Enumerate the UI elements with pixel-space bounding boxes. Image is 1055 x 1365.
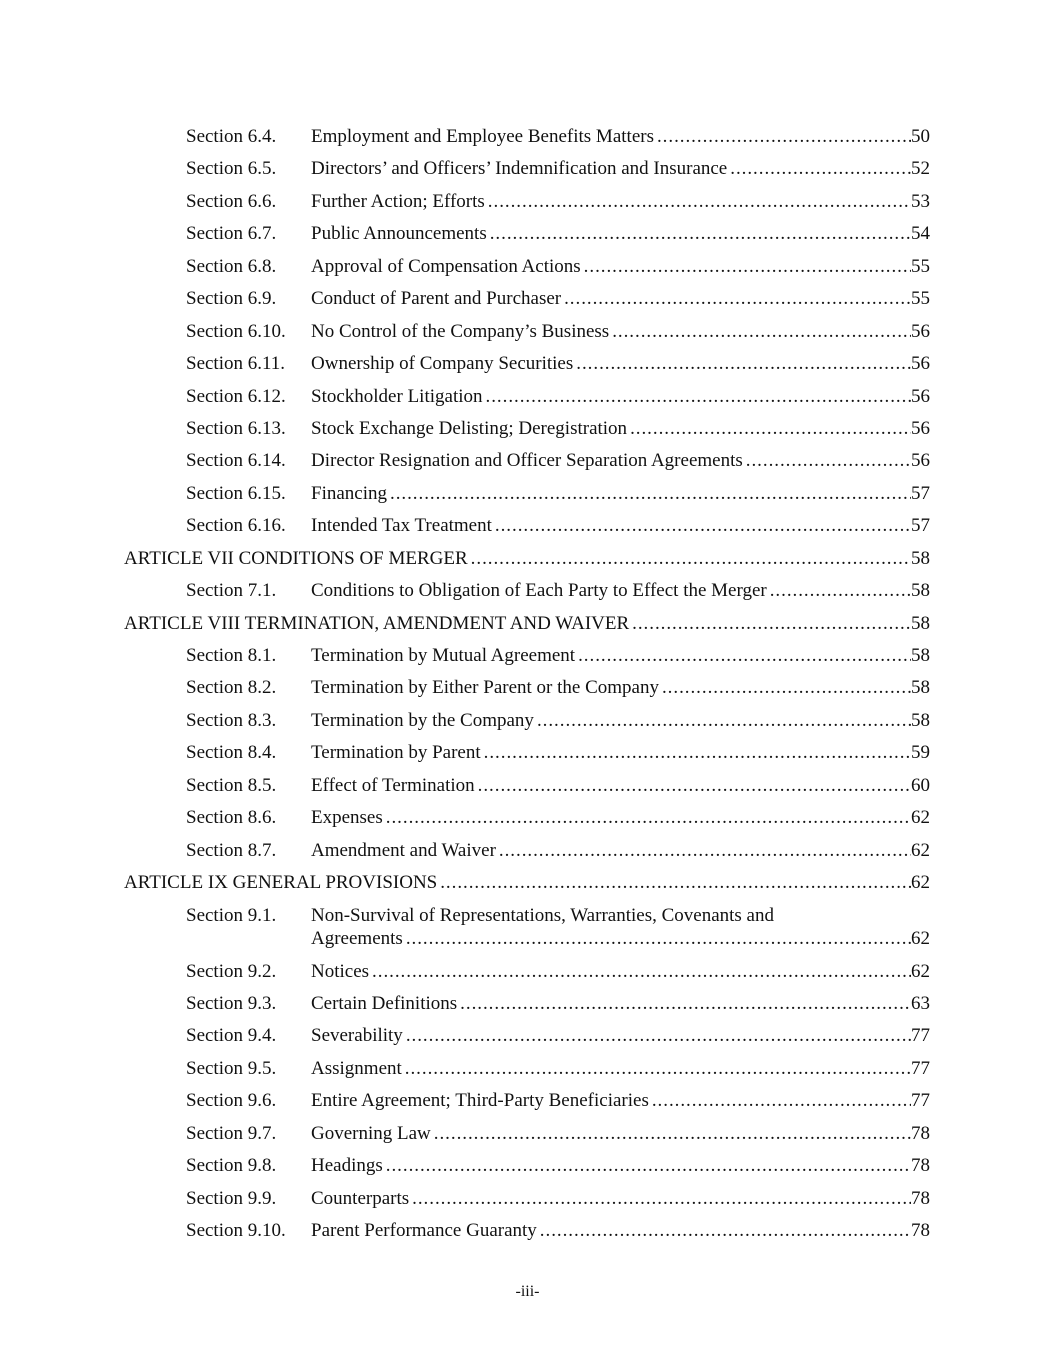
toc-entry-title: Severability [311, 1025, 403, 1047]
toc-section-number: Section 9.2. [186, 960, 277, 982]
toc-article-entry [0, 867, 1055, 899]
dot-leader [629, 608, 911, 640]
dot-leader [767, 575, 911, 607]
toc-section-entry [0, 672, 1055, 704]
toc-entry-title: ARTICLE IX GENERAL PROVISIONS [124, 872, 438, 894]
toc-section-number: Section 9.10. [186, 1220, 286, 1241]
toc-section-entry [0, 1150, 1055, 1182]
toc-entry-line [311, 575, 930, 607]
dot-leader [403, 1020, 911, 1052]
toc-entry-title: ARTICLE VII CONDITIONS OF MERGER [124, 547, 468, 569]
toc-entry-title: Public Announcements [311, 223, 487, 245]
dot-leader [659, 672, 911, 704]
toc-section-entry [0, 705, 1055, 737]
toc-entry-line [124, 867, 930, 899]
toc-page-number: 58 [911, 709, 930, 731]
toc-page-number: 52 [911, 158, 930, 180]
toc-page-number: 62 [911, 807, 930, 829]
toc-page-number: 59 [911, 742, 930, 764]
toc-page-number: 78 [911, 1122, 930, 1144]
toc-entry-line [311, 1150, 930, 1182]
toc-page-number: 78 [911, 1220, 930, 1241]
toc-section-entry [0, 640, 1055, 672]
toc-entry-title: Parent Performance Guaranty [311, 1220, 537, 1241]
dot-leader [743, 445, 911, 477]
toc-page-number: 57 [911, 482, 930, 504]
toc-page-number: 77 [911, 1057, 930, 1079]
toc-entry-line [311, 478, 930, 510]
toc-page-number: 55 [911, 255, 930, 277]
toc-section-number: Section 9.5. [186, 1057, 277, 1079]
dot-leader [475, 770, 911, 802]
toc-section-entry [0, 445, 1055, 477]
toc-entry-line [311, 1085, 930, 1117]
dot-leader [649, 1085, 911, 1117]
toc-page-number: 56 [911, 450, 930, 472]
toc-section-number: Section 6.15. [186, 482, 286, 504]
toc-section-entry [0, 381, 1055, 413]
toc-page-number: 58 [911, 547, 930, 569]
toc-page-number: 62 [911, 839, 930, 861]
toc-entry-title: Termination by Mutual Agreement [311, 645, 576, 666]
toc-page-number: 58 [911, 612, 930, 634]
dot-leader [581, 251, 911, 283]
toc-entry-title: Stockholder Litigation [311, 385, 483, 407]
toc-entry-title: Termination by Either Parent or the Company [311, 677, 659, 699]
toc-section-number: Section 6.10. [186, 320, 286, 342]
toc-section-entry [0, 316, 1055, 348]
toc-section-entry [0, 770, 1055, 802]
dot-leader [727, 153, 911, 185]
toc-page-number: 54 [911, 223, 930, 245]
toc-section-entry [0, 413, 1055, 445]
toc-section-number: Section 9.3. [186, 992, 277, 1014]
toc-entry-title: ARTICLE VIII TERMINATION, AMENDMENT AND WAIVER [124, 612, 630, 634]
toc-entry-line [311, 737, 930, 769]
dot-leader [654, 121, 911, 153]
toc-entry-line [311, 413, 930, 445]
toc-entry-line [311, 218, 930, 250]
toc-entry-title: Stock Exchange Delisting; Deregistration [311, 417, 628, 439]
toc-page-number: 56 [911, 353, 930, 375]
toc-section-number: Section 6.12. [186, 385, 286, 407]
toc-page-number: 77 [911, 1025, 930, 1047]
toc-page-number: 62 [911, 872, 930, 894]
toc-entry-title: Certain Definitions [311, 992, 458, 1014]
toc-entry-line [311, 835, 930, 867]
toc-section-entry [0, 575, 1055, 607]
toc-section-entry [0, 1215, 1055, 1247]
toc-section-number: Section 7.1. [186, 580, 277, 602]
toc-section-entry [0, 956, 1055, 988]
toc-entry-line [311, 923, 930, 955]
toc-page-number: 56 [911, 320, 930, 342]
toc-section-number: Section 9.9. [186, 1187, 277, 1209]
toc-section-entry [0, 348, 1055, 380]
toc-section-number: Section 8.5. [186, 774, 277, 796]
toc-page-number: 63 [911, 992, 930, 1014]
toc-entry-title: Assignment [311, 1057, 402, 1079]
toc-entry-line [311, 121, 930, 153]
dot-leader [496, 835, 911, 867]
toc-entry-line [311, 510, 930, 542]
toc-entry-line [124, 608, 930, 640]
toc-section-number: Section 6.13. [186, 417, 286, 439]
toc-section-number: Section 9.7. [186, 1122, 277, 1144]
table-of-contents [0, 121, 1055, 1247]
dot-leader [468, 543, 911, 575]
toc-section-number: Section 6.11. [186, 353, 286, 375]
toc-entry-title: Entire Agreement; Third-Party Beneficiaries [311, 1090, 649, 1112]
toc-entry-line [311, 672, 930, 704]
toc-section-entry [0, 218, 1055, 250]
toc-section-number: Section 8.6. [186, 807, 277, 829]
toc-section-entry [0, 1053, 1055, 1085]
dot-leader [487, 218, 911, 250]
toc-entry-line [311, 1020, 930, 1052]
toc-entry-title: Notices [311, 960, 370, 982]
dot-leader [561, 283, 911, 315]
dot-leader [492, 510, 911, 542]
toc-entry-line [311, 1183, 930, 1215]
toc-page-number: 56 [911, 385, 930, 407]
toc-entry-line [311, 316, 930, 348]
dot-leader [383, 1150, 911, 1182]
toc-section-entry [0, 1183, 1055, 1215]
toc-entry-title: Directors’ and Officers’ Indemnification and Insurance [311, 158, 728, 180]
toc-entry-title: Financing [311, 482, 387, 504]
toc-entry-line [311, 348, 930, 380]
toc-entry-title: Further Action; Efforts [311, 190, 485, 212]
toc-entry-line [311, 956, 930, 988]
toc-section-entry [0, 1085, 1055, 1117]
toc-page-number: 58 [911, 677, 930, 699]
dot-leader [575, 640, 911, 672]
toc-section-number: Section 6.14. [186, 450, 286, 472]
dot-leader [383, 802, 911, 834]
toc-section-entry [0, 251, 1055, 283]
toc-page-number: 55 [911, 288, 930, 310]
toc-entry-line [311, 251, 930, 283]
toc-section-number: Section 6.6. [186, 190, 277, 212]
toc-entry-title: Amendment and Waiver [311, 839, 496, 861]
toc-entry-line [311, 770, 930, 802]
toc-section-number: Section 8.3. [186, 709, 277, 731]
toc-page-number: 62 [911, 960, 930, 982]
toc-section-number: Section 9.1. [186, 904, 277, 926]
toc-page-number: 58 [911, 580, 930, 602]
toc-entry-title: Effect of Termination [311, 774, 475, 796]
dot-leader [485, 186, 911, 218]
dot-leader [431, 1118, 911, 1150]
toc-entry-title: Employment and Employee Benefits Matters [311, 126, 654, 147]
toc-section-entry [0, 478, 1055, 510]
toc-section-entry [0, 900, 1055, 956]
toc-section-entry [0, 186, 1055, 218]
dot-leader [437, 867, 911, 899]
toc-section-number: Section 8.7. [186, 839, 277, 861]
toc-entry-title: Ownership of Company Securities [311, 353, 574, 375]
toc-section-entry [0, 1118, 1055, 1150]
toc-page-number: 56 [911, 417, 930, 439]
toc-page-number: 58 [911, 645, 930, 666]
toc-entry-line [311, 640, 930, 672]
toc-entry-title: Counterparts [311, 1187, 410, 1209]
toc-entry-title: Director Resignation and Officer Separation Agreements [311, 450, 743, 472]
dot-leader [409, 1183, 911, 1215]
toc-page-number: 53 [911, 190, 930, 212]
toc-page-number: 57 [911, 515, 930, 537]
dot-leader [537, 1215, 911, 1247]
toc-section-number: Section 6.9. [186, 288, 277, 310]
toc-page-number: 62 [911, 928, 930, 949]
toc-entry-line [311, 1118, 930, 1150]
toc-section-number: Section 6.5. [186, 158, 277, 180]
toc-section-number: Section 8.1. [186, 645, 277, 666]
toc-entry-title: Agreements [311, 928, 403, 949]
toc-section-number: Section 6.16. [186, 515, 286, 537]
dot-leader [573, 348, 911, 380]
toc-entry-line [311, 988, 930, 1020]
toc-entry-line [311, 1053, 930, 1085]
toc-section-entry [0, 153, 1055, 185]
dot-leader [609, 316, 911, 348]
toc-page-number: 77 [911, 1090, 930, 1112]
toc-entry-line [311, 705, 930, 737]
dot-leader [457, 988, 911, 1020]
toc-section-entry [0, 283, 1055, 315]
dot-leader [627, 413, 911, 445]
toc-entry-line [124, 543, 930, 575]
toc-section-number: Section 6.8. [186, 255, 277, 277]
toc-entry-title: Conditions to Obligation of Each Party to Effect the Merger [311, 580, 767, 602]
toc-article-entry [0, 608, 1055, 640]
toc-page-number: 78 [911, 1155, 930, 1177]
page-number-footer: -iii- [515, 1283, 540, 1300]
toc-entry-line [311, 381, 930, 413]
toc-entry-line [311, 1215, 930, 1247]
toc-page-number: 50 [911, 126, 930, 147]
toc-entry-line [311, 153, 930, 185]
toc-entry-title: Approval of Compensation Actions [311, 255, 581, 277]
toc-section-number: Section 8.4. [186, 742, 277, 764]
dot-leader [369, 956, 911, 988]
toc-section-entry [0, 1020, 1055, 1052]
toc-section-number: Section 9.6. [186, 1090, 277, 1112]
toc-article-entry [0, 543, 1055, 575]
toc-entry-line [311, 186, 930, 218]
toc-page-number: 78 [911, 1187, 930, 1209]
toc-section-number: Section 6.7. [186, 223, 277, 245]
toc-section-number: Section 9.8. [186, 1155, 277, 1177]
toc-section-entry [0, 737, 1055, 769]
dot-leader [387, 478, 911, 510]
toc-entry-title: Headings [311, 1155, 383, 1177]
toc-entry-line [311, 445, 930, 477]
toc-entry-title: Governing Law [311, 1122, 431, 1144]
toc-entry-title: Termination by the Company [311, 709, 534, 731]
toc-section-entry [0, 835, 1055, 867]
toc-section-entry [0, 121, 1055, 153]
toc-entry-title: No Control of the Company’s Business [311, 320, 610, 342]
toc-entry-line [311, 802, 930, 834]
toc-section-entry [0, 510, 1055, 542]
toc-entry-title: Intended Tax Treatment [311, 515, 492, 537]
toc-entry-title-line1: Non-Survival of Representations, Warranties, Covenants and [311, 904, 774, 926]
toc-section-entry [0, 988, 1055, 1020]
toc-section-number: Section 9.4. [186, 1025, 277, 1047]
toc-entry-line [311, 283, 930, 315]
toc-section-entry [0, 802, 1055, 834]
toc-page-number: 60 [911, 774, 930, 796]
dot-leader [481, 737, 911, 769]
toc-section-number: Section 8.2. [186, 677, 277, 699]
dot-leader [403, 923, 911, 955]
toc-entry-title: Termination by Parent [311, 742, 481, 764]
dot-leader [483, 381, 911, 413]
toc-entry-title: Expenses [311, 807, 383, 829]
toc-section-number: Section 6.4. [186, 126, 277, 147]
dot-leader [402, 1053, 911, 1085]
dot-leader [534, 705, 911, 737]
toc-entry-title: Conduct of Parent and Purchaser [311, 288, 562, 310]
